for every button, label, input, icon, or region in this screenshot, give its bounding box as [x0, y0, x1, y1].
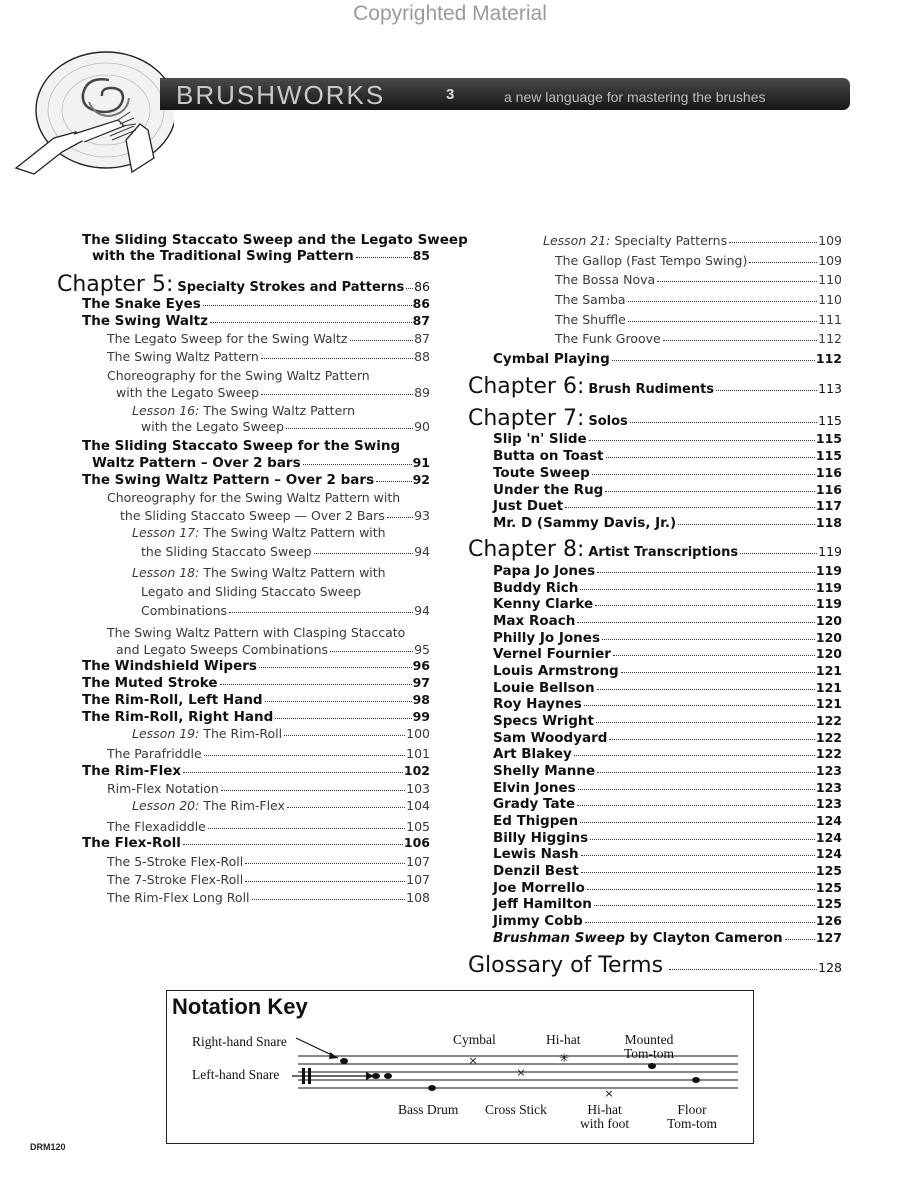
toc-entry: with the Legato Sweep 89 [116, 385, 430, 400]
toc-entry: Billy Higgins 124 [493, 830, 842, 846]
toc-entry: The Bossa Nova 110 [555, 272, 842, 287]
cymbal-brushes-illustration [14, 40, 174, 180]
toc-entry: The Sliding Staccato Sweep and the Legato Sweep [82, 232, 468, 248]
toc-entry: The Snake Eyes 86 [82, 296, 430, 312]
page-number: 3 [446, 86, 455, 103]
toc-entry: Papa Jo Jones 119 [493, 563, 842, 579]
toc-entry: Louis Armstrong 121 [493, 663, 842, 679]
toc-entry: Vernel Fournier 120 [493, 646, 842, 662]
toc-chapter: Chapter 5: Specialty Strokes and Patterns 86 [57, 272, 430, 297]
toc-entry: Waltz Pattern – Over 2 bars 91 [92, 455, 430, 471]
toc-entry: The Windshield Wipers 96 [82, 658, 430, 674]
toc-entry: Philly Jo Jones 120 [493, 630, 842, 646]
toc-entry: The Swing Waltz Pattern with Clasping Staccato [107, 625, 406, 640]
toc-entry: with the Legato Sweep 90 [141, 419, 430, 434]
toc-entry: Legato and Sliding Staccato Sweep [141, 584, 362, 599]
toc-entry: Just Duet 117 [493, 498, 842, 514]
book-title: BRUSHWORKS [176, 80, 386, 110]
notation-key-title: Notation Key [172, 994, 308, 1019]
toc-entry: Art Blakey 122 [493, 746, 842, 762]
label-mounted-tomtom: Mounted Tom-tom [624, 1032, 675, 1061]
toc-chapter: Chapter 6: Brush Rudiments 113 [468, 374, 842, 399]
toc-entry: Shelly Manne 123 [493, 763, 842, 779]
toc-entry: The Swing Waltz Pattern – Over 2 bars 92 [82, 472, 430, 488]
label-floor-tomtom: Floor Tom-tom [667, 1102, 718, 1131]
toc-entry: Lewis Nash 124 [493, 846, 842, 862]
toc-entry: Choreography for the Swing Waltz Pattern [107, 368, 370, 383]
toc-entry: The Rim-Flex 102 [82, 763, 430, 779]
toc-entry: The Funk Groove 112 [555, 331, 842, 346]
toc-entry: Sam Woodyard 122 [493, 730, 842, 746]
toc-entry: Lesson 18: The Swing Waltz Pattern with [132, 565, 386, 580]
toc-entry: the Sliding Staccato Sweep — Over 2 Bars 93 [120, 508, 430, 523]
svg-text:×: × [516, 1066, 526, 1079]
toc-entry: Roy Haynes 121 [493, 696, 842, 712]
toc-entry: Lesson 17: The Swing Waltz Pattern with [132, 525, 386, 540]
toc-entry: The Legato Sweep for the Swing Waltz 87 [107, 331, 430, 346]
toc-entry: The Rim-Roll, Left Hand 98 [82, 692, 430, 708]
toc-entry: Butta on Toast 115 [493, 448, 842, 464]
toc-entry: Rim-Flex Notation 103 [107, 781, 430, 796]
toc-chapter: Chapter 7: Solos 115 [468, 406, 842, 431]
toc-entry: Mr. D (Sammy Davis, Jr.) 118 [493, 515, 842, 531]
toc-entry: Kenny Clarke 119 [493, 596, 842, 612]
toc-entry: The Swing Waltz Pattern 88 [107, 349, 430, 364]
toc-entry: Joe Morrello 125 [493, 880, 842, 896]
toc-entry: Combinations 94 [141, 603, 430, 618]
toc-chapter: Chapter 8: Artist Transcriptions 119 [468, 537, 842, 562]
toc-entry: Max Roach 120 [493, 613, 842, 629]
label-hihat-with-foot: Hi-hat with foot [580, 1102, 630, 1131]
toc-entry: The Swing Waltz 87 [82, 313, 430, 329]
toc-entry: and Legato Sweeps Combinations 95 [116, 642, 430, 657]
toc-entry: The Sliding Staccato Sweep for the Swing [82, 438, 401, 454]
toc-entry: Slip 'n' Slide 115 [493, 431, 842, 447]
toc-entry: Choreography for the Swing Waltz Pattern with [107, 490, 401, 505]
toc-entry: Specs Wright 122 [493, 713, 842, 729]
label-right-hand-snare: Right-hand Snare [192, 1034, 287, 1049]
svg-text:✳: ✳ [558, 1051, 570, 1065]
svg-text:×: × [604, 1087, 614, 1100]
toc-entry: Cymbal Playing 112 [493, 351, 842, 367]
toc-entry: Denzil Best 125 [493, 863, 842, 879]
toc-entry: Jeff Hamilton 125 [493, 896, 842, 912]
catalog-code: DRM120 [30, 1142, 66, 1152]
label-hihat: Hi-hat [546, 1032, 581, 1047]
toc-entry: The Rim-Roll, Right Hand 99 [82, 709, 430, 725]
svg-text:×: × [468, 1054, 478, 1067]
toc-entry: The Shuffle 111 [555, 312, 842, 327]
toc-entry: Lesson 21: Specialty Patterns 109 [543, 233, 842, 248]
toc-entry: Lesson 20: The Rim-Flex 104 [132, 798, 430, 813]
label-cymbal: Cymbal [453, 1032, 496, 1047]
notation-staff [166, 990, 752, 1142]
toc-entry: Under the Rug 116 [493, 482, 842, 498]
toc-entry: The Samba 110 [555, 292, 842, 307]
toc-entry: Toute Sweep 116 [493, 465, 842, 481]
toc-entry: The Flexadiddle 105 [107, 819, 430, 834]
toc-entry: The Flex-Roll 106 [82, 835, 430, 851]
toc-entry: Louie Bellson 121 [493, 680, 842, 696]
label-left-hand-snare: Left-hand Snare [192, 1067, 280, 1082]
toc-entry: Lesson 16: The Swing Waltz Pattern [132, 403, 356, 418]
toc-entry: the Sliding Staccato Sweep 94 [141, 544, 430, 559]
toc-entry: The Parafriddle 101 [107, 746, 430, 761]
toc-entry: Buddy Rich 119 [493, 580, 842, 596]
toc-entry: Lesson 19: The Rim-Roll 100 [132, 726, 430, 741]
toc-entry: Brushman Sweep by Clayton Cameron 127 [493, 930, 842, 946]
toc-glossary: Glossary of Terms 128 [468, 953, 842, 978]
toc-entry: with the Traditional Swing Pattern 85 [92, 248, 430, 264]
toc-entry: Elvin Jones 123 [493, 780, 842, 796]
toc-entry: The Gallop (Fast Tempo Swing) 109 [555, 253, 842, 268]
label-cross-stick: Cross Stick [485, 1102, 547, 1117]
book-subtitle: a new language for mastering the brushes [504, 89, 766, 105]
toc-entry: The Rim-Flex Long Roll 108 [107, 890, 430, 905]
toc-entry: The Muted Stroke 97 [82, 675, 430, 691]
toc-entry: The 7-Stroke Flex-Roll 107 [107, 872, 430, 887]
toc-entry: Jimmy Cobb 126 [493, 913, 842, 929]
label-bass-drum: Bass Drum [398, 1102, 459, 1117]
toc-entry: The 5-Stroke Flex-Roll 107 [107, 854, 430, 869]
copyright-watermark: Copyrighted Material [353, 2, 547, 25]
toc-entry: Ed Thigpen 124 [493, 813, 842, 829]
toc-entry: Grady Tate 123 [493, 796, 842, 812]
